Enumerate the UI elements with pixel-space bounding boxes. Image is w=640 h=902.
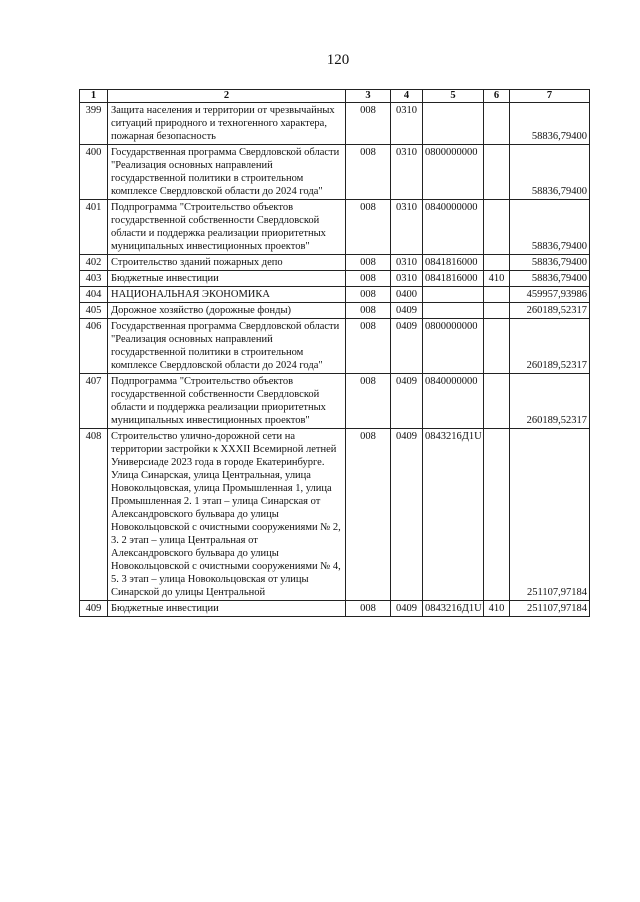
row-code-6 — [484, 200, 510, 255]
row-code-6 — [484, 374, 510, 429]
row-code-6 — [484, 255, 510, 271]
row-code-3: 008 — [346, 374, 391, 429]
table-row — [80, 255, 590, 271]
row-code-4: 0409 — [391, 319, 423, 374]
row-sum: 58836,79400 — [510, 255, 590, 271]
row-sum: 251107,97184 — [510, 601, 590, 617]
row-number: 404 — [80, 287, 108, 303]
row-number: 408 — [80, 429, 108, 601]
row-name: Подпрограмма "Строительство объектов государственной собственности Свердловской области и поддержка реализации приоритетных муниципальных инвестиционных проектов" — [108, 374, 346, 429]
header-col-5: 5 — [423, 90, 484, 103]
row-name: Бюджетные инвестиции — [108, 601, 346, 617]
row-number: 401 — [80, 200, 108, 255]
row-name: Подпрограмма "Строительство объектов государственной собственности Свердловской области и поддержка реализации приоритетных муниципальных инвестиционных проектов" — [108, 200, 346, 255]
row-code-4: 0310 — [391, 271, 423, 287]
row-code-5: 0843216Д1U — [423, 429, 484, 601]
table-row — [80, 303, 590, 319]
row-number: 400 — [80, 145, 108, 200]
row-code-3: 008 — [346, 601, 391, 617]
row-code-4: 0310 — [391, 255, 423, 271]
row-code-5: 0840000000 — [423, 200, 484, 255]
row-sum: 459957,93986 — [510, 287, 590, 303]
row-sum: 58836,79400 — [510, 200, 590, 255]
row-name: Защита населения и территории от чрезвычайных ситуаций природного и техногенного характера, пожарная безопасность — [108, 103, 346, 145]
table-row — [80, 429, 590, 601]
row-code-4: 0310 — [391, 103, 423, 145]
row-name: Бюджетные инвестиции — [108, 271, 346, 287]
row-name: Строительство улично-дорожной сети на территории застройки к XXXII Всемирной летней Универсиаде 2023 года в городе Екатеринбурге. Улица Синарская, улица Центральная, улица Новокольцовская, улица Промышленная 1, улица Промышленная 2. 1 этап – улица Синарская от Александровского бульвара до улицы Новокольцовской с очистными сооружениями № 2, 3. 2 этап – улица Центральная от Александровского бульвара до улицы Новокольцовской с очистными сооружениями № 4, 5. 3 этап – улица Новокольцовская от улицы Синарской до улицы Центральной — [108, 429, 346, 601]
row-name: Дорожное хозяйство (дорожные фонды) — [108, 303, 346, 319]
row-number: 409 — [80, 601, 108, 617]
row-code-4: 0310 — [391, 145, 423, 200]
row-number: 405 — [80, 303, 108, 319]
row-code-4: 0409 — [391, 374, 423, 429]
row-name: Государственная программа Свердловской области "Реализация основных направлений государственной политики в строительном комплексе Свердловской области до 2024 года" — [108, 145, 346, 200]
table-row — [80, 200, 590, 255]
row-code-5 — [423, 287, 484, 303]
row-code-4: 0409 — [391, 601, 423, 617]
row-name: Государственная программа Свердловской области "Реализация основных направлений государственной политики в строительном комплексе Свердловской области до 2024 года" — [108, 319, 346, 374]
table-row — [80, 145, 590, 200]
row-code-6 — [484, 287, 510, 303]
row-code-4: 0310 — [391, 200, 423, 255]
row-code-3: 008 — [346, 103, 391, 145]
table-row — [80, 103, 590, 145]
row-code-3: 008 — [346, 429, 391, 601]
row-name: НАЦИОНАЛЬНАЯ ЭКОНОМИКА — [108, 287, 346, 303]
row-code-3: 008 — [346, 303, 391, 319]
row-name: Строительство зданий пожарных депо — [108, 255, 346, 271]
table-row — [80, 319, 590, 374]
row-code-3: 008 — [346, 287, 391, 303]
row-code-6 — [484, 303, 510, 319]
row-code-4: 0409 — [391, 429, 423, 601]
row-code-3: 008 — [346, 255, 391, 271]
row-code-5: 0843216Д1U — [423, 601, 484, 617]
row-code-5 — [423, 103, 484, 145]
header-col-4: 4 — [391, 90, 423, 103]
table-row — [80, 287, 590, 303]
row-code-6: 410 — [484, 601, 510, 617]
header-col-1: 1 — [80, 90, 108, 103]
table-row — [80, 601, 590, 617]
row-code-4: 0409 — [391, 303, 423, 319]
page-number: 120 — [326, 52, 350, 68]
row-number: 399 — [80, 103, 108, 145]
row-sum: 58836,79400 — [510, 145, 590, 200]
row-code-3: 008 — [346, 200, 391, 255]
table-row — [80, 271, 590, 287]
row-code-6 — [484, 429, 510, 601]
row-code-3: 008 — [346, 271, 391, 287]
row-code-4: 0400 — [391, 287, 423, 303]
row-sum: 58836,79400 — [510, 271, 590, 287]
budget-table-container — [79, 89, 590, 617]
table-header-row — [80, 90, 590, 103]
row-code-6 — [484, 319, 510, 374]
row-code-5: 0800000000 — [423, 319, 484, 374]
table-row — [80, 374, 590, 429]
header-col-7: 7 — [510, 90, 590, 103]
row-code-6: 410 — [484, 271, 510, 287]
row-code-6 — [484, 145, 510, 200]
row-sum: 260189,52317 — [510, 319, 590, 374]
budget-table — [79, 89, 590, 617]
row-code-3: 008 — [346, 319, 391, 374]
row-code-3: 008 — [346, 145, 391, 200]
row-sum: 260189,52317 — [510, 303, 590, 319]
row-sum: 260189,52317 — [510, 374, 590, 429]
row-sum: 251107,97184 — [510, 429, 590, 601]
header-col-3: 3 — [346, 90, 391, 103]
row-code-5: 0800000000 — [423, 145, 484, 200]
row-number: 407 — [80, 374, 108, 429]
row-sum: 58836,79400 — [510, 103, 590, 145]
header-col-6: 6 — [484, 90, 510, 103]
row-code-5: 0840000000 — [423, 374, 484, 429]
row-number: 406 — [80, 319, 108, 374]
row-code-5: 0841816000 — [423, 255, 484, 271]
row-code-5: 0841816000 — [423, 271, 484, 287]
row-number: 402 — [80, 255, 108, 271]
header-col-2: 2 — [108, 90, 346, 103]
row-number: 403 — [80, 271, 108, 287]
row-code-6 — [484, 103, 510, 145]
row-code-5 — [423, 303, 484, 319]
